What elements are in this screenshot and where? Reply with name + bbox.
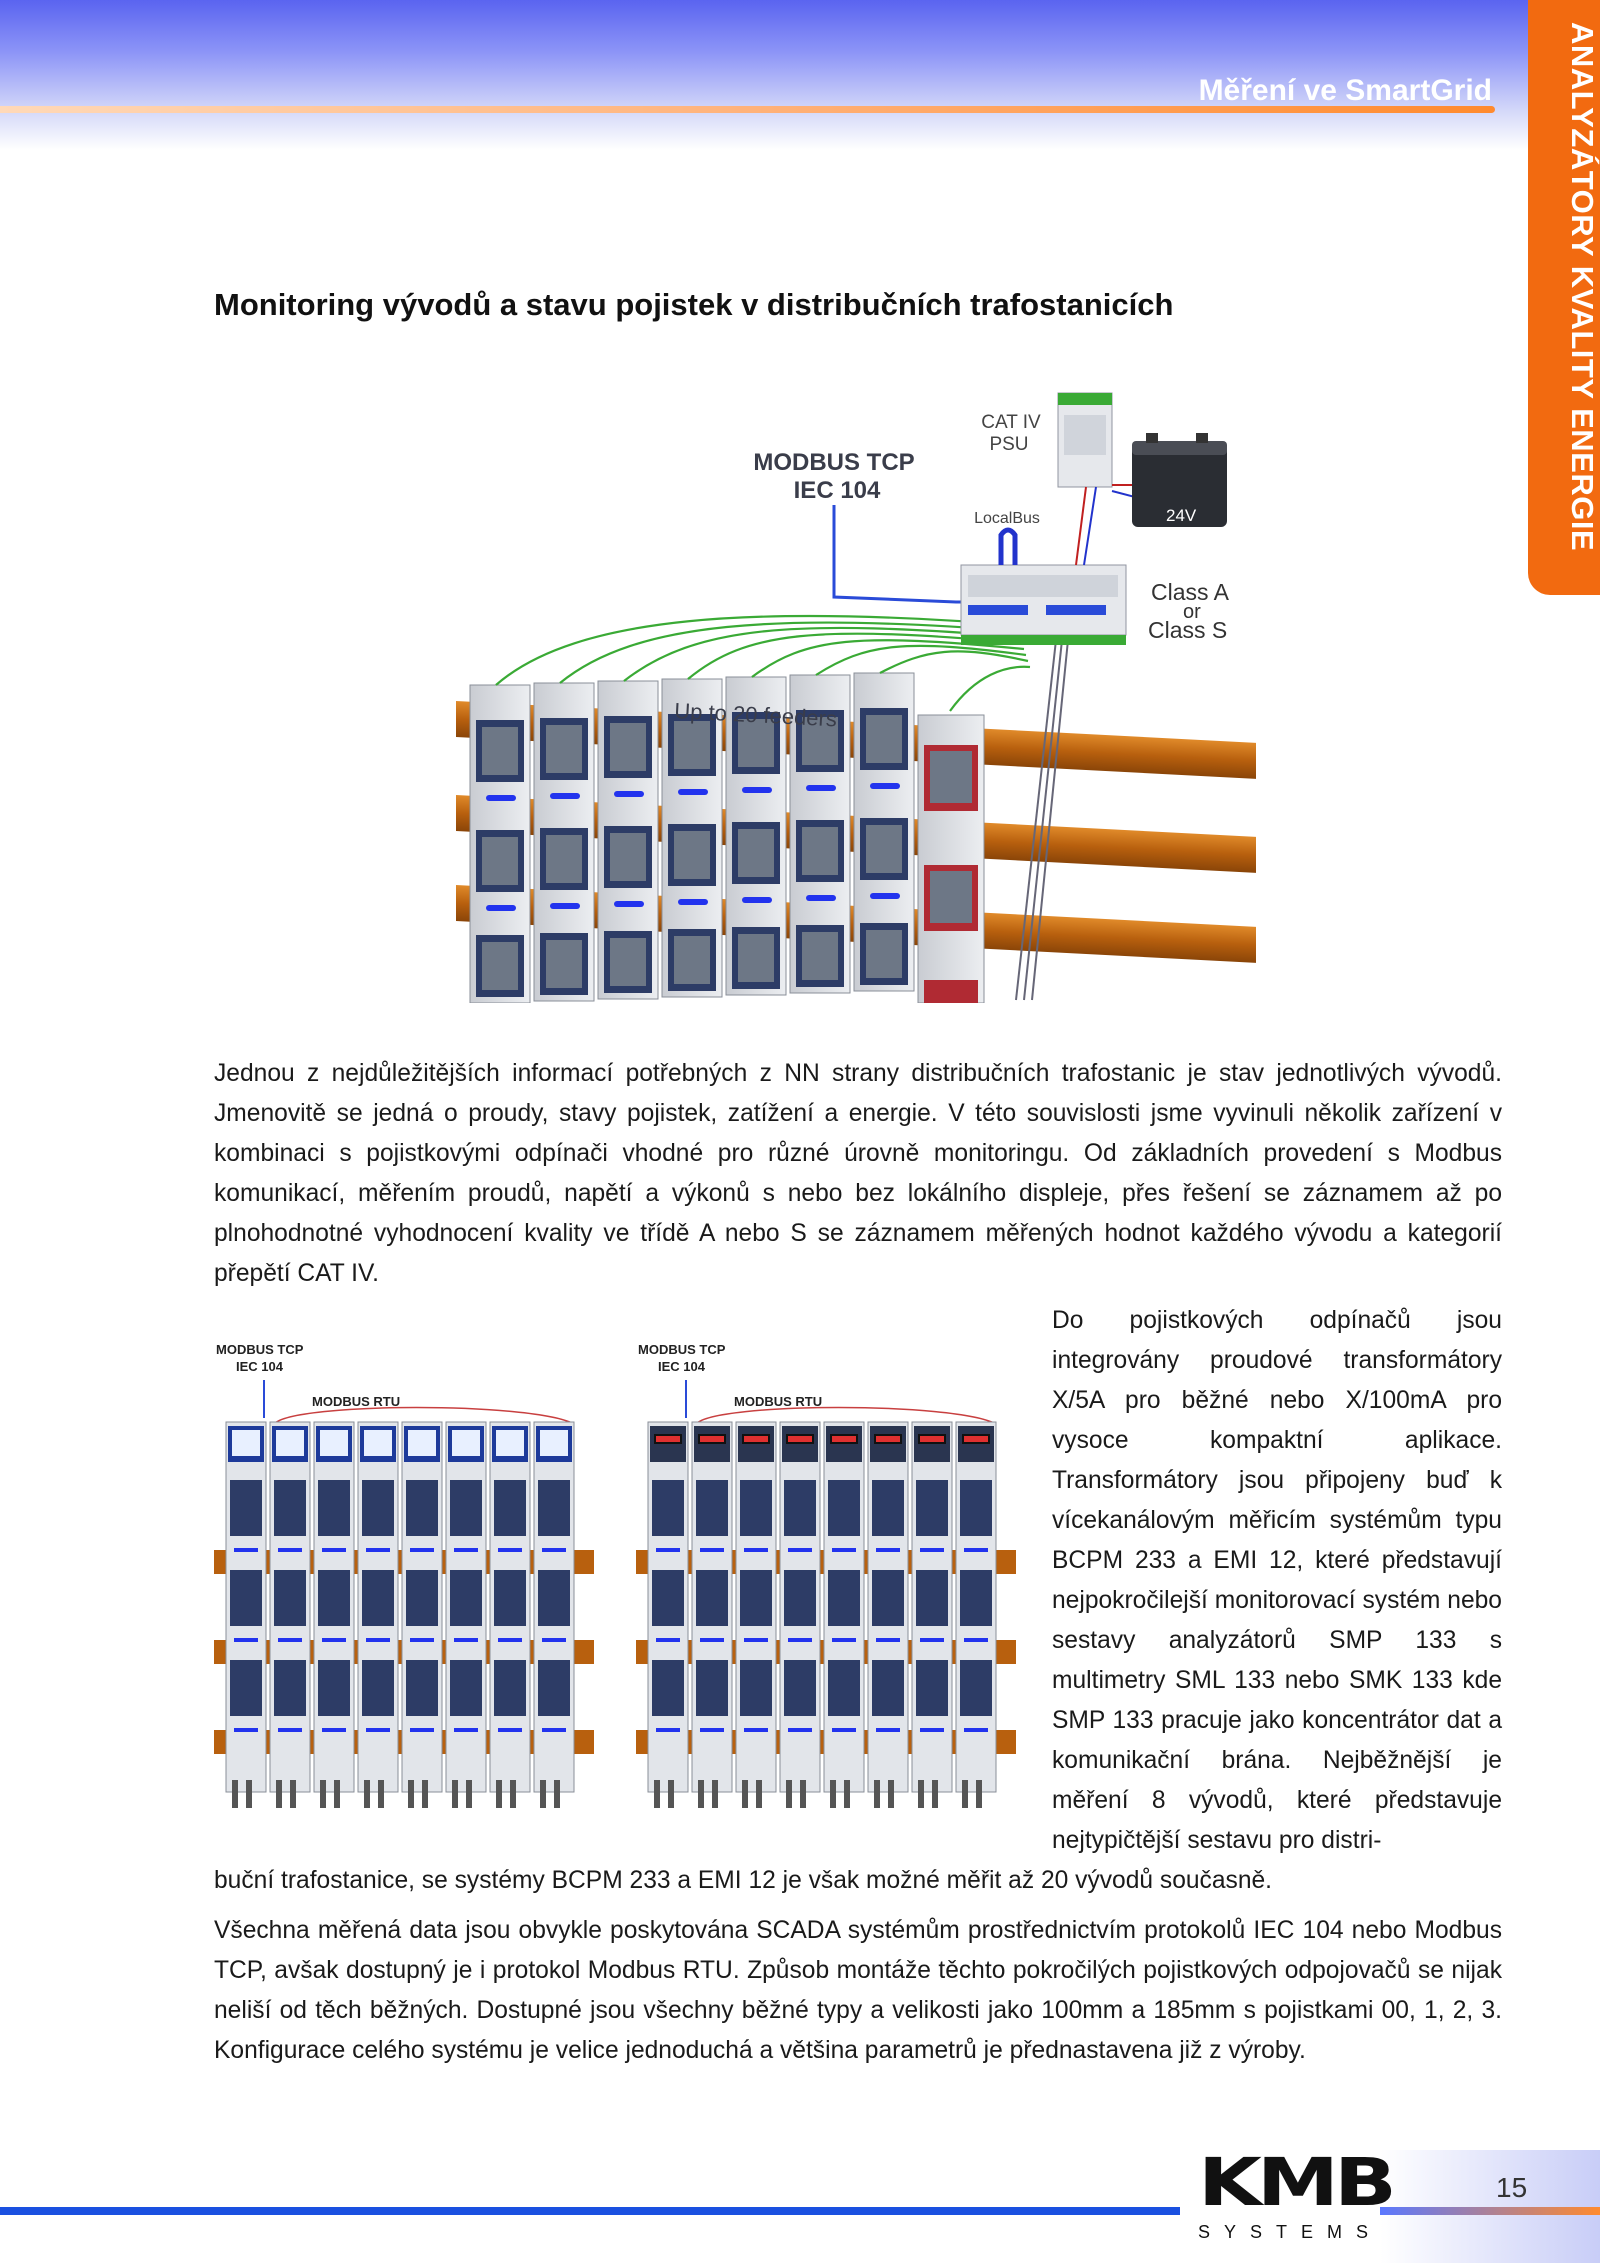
label-or: or: [1183, 601, 1201, 623]
fuse-module-red: [918, 715, 984, 1003]
localbus-cable: [1001, 530, 1015, 565]
paragraph-transformers-end: buční trafostanice, se systémy BCPM 233 a EMI 12 je však možné měřit až 20 vývodů současně.: [214, 1867, 1273, 1894]
label-psu: PSU: [989, 434, 1029, 455]
label-modbus-tcp: MODBUS TCP: [216, 1342, 304, 1357]
page-number: 15: [1496, 2172, 1528, 2203]
label-modbus-tcp: MODBUS TCP: [753, 449, 915, 476]
page-heading: Monitoring vývodů a stavu pojistek v distribučních trafostanicích: [214, 287, 1174, 322]
label-modbus-rtu: MODBUS RTU: [734, 1394, 823, 1409]
kmb-logo: [1198, 2144, 1392, 2250]
bcpm-device: [961, 565, 1126, 645]
paragraph-transformers: Do pojistkových odpínačů jsou integrovány proudové transformátory X/5A pro běžné nebo X/100mA pro vysoce kompaktní aplikace. Transformátory jsou připojeny buď k vícekanálovým měřicím systémům typu BCPM 233 a EMI 12, které představují nejpokročilejší monitorovací systém nebo sestavy analyzátorů SMP 133 s multimetry SML 133 nebo SMK 133 kde SMP 133 pracuje jako koncentrátor dat a komunikační brána. Nejběžnější je měření 8 vývodů, které představuje nejtypičtější sestavu pro distri-: [1052, 1307, 1502, 1854]
paragraph-intro: Jednou z nejdůležitějších informací potřebných z NN strany distribučních trafostanic je stav jednotlivých vývodů. Jmenovitě se jedná o proudy, stavy pojistek, zatížení a energie. V této souvislosti jsme vyvinuli několik zařízení v kombinaci s pojistkovými odpínači vhodné pro různé úrovně monitoringu. Od základních provedení s Modbus komunikací, měřením proudů, napětí a výkonů s nebo bez lokálního displeje, přes řešení se záznamem až po plnohodnotné vyhodnocení kvality ve třídě A nebo S se záznamem měřených hodnot každého vývodu a kategorií přepětí CAT IV.: [214, 1060, 1502, 1287]
section-side-tab-label: ANALYZÁTORY KVALITY ENERGIE: [1565, 22, 1600, 552]
label-modbus-tcp: MODBUS TCP: [638, 1342, 726, 1357]
label-feeders: Up to 20 feeders: [673, 698, 838, 732]
label-24v: 24V: [1166, 506, 1197, 525]
logo-text: KMB: [1198, 2144, 1392, 2221]
feeder-monitoring-diagram: [456, 385, 1256, 1003]
footer-line: [0, 2207, 1180, 2215]
small-figure-1: [214, 1340, 594, 1810]
psu-device: [1058, 393, 1112, 487]
label-iec104: IEC 104: [793, 477, 881, 504]
label-class-a: Class A: [1151, 579, 1229, 605]
label-iec104: IEC 104: [658, 1359, 705, 1374]
label-modbus-rtu: MODBUS RTU: [312, 1394, 401, 1409]
paragraph-scada: Všechna měřená data jsou obvykle poskytována SCADA systémům prostřednictvím protokolů IEC 104 nebo Modbus TCP, avšak dostupný je i protokol Modbus RTU. Způsob montáže těchto pokročilých pojistkových odpojovačů se nijak neliší od těch běžných. Dostupné jsou všechny běžné typy a velikosti jako 100mm a 185mm s pojistkami 00, 1, 2, 3. Konfigurace celého systému je velice jednoduchá a většina parametrů je přednastavena již z výroby.: [214, 1917, 1502, 2064]
small-figure-2: [636, 1340, 1016, 1810]
label-localbus: LocalBus: [974, 510, 1040, 527]
label-cat-iv: CAT IV: [981, 412, 1041, 433]
label-iec104: IEC 104: [236, 1359, 283, 1374]
label-class-s: Class S: [1148, 617, 1228, 643]
header-title: Měření ve SmartGrid: [1198, 74, 1492, 107]
logo-subtext: SYSTEMS: [1198, 2222, 1383, 2242]
